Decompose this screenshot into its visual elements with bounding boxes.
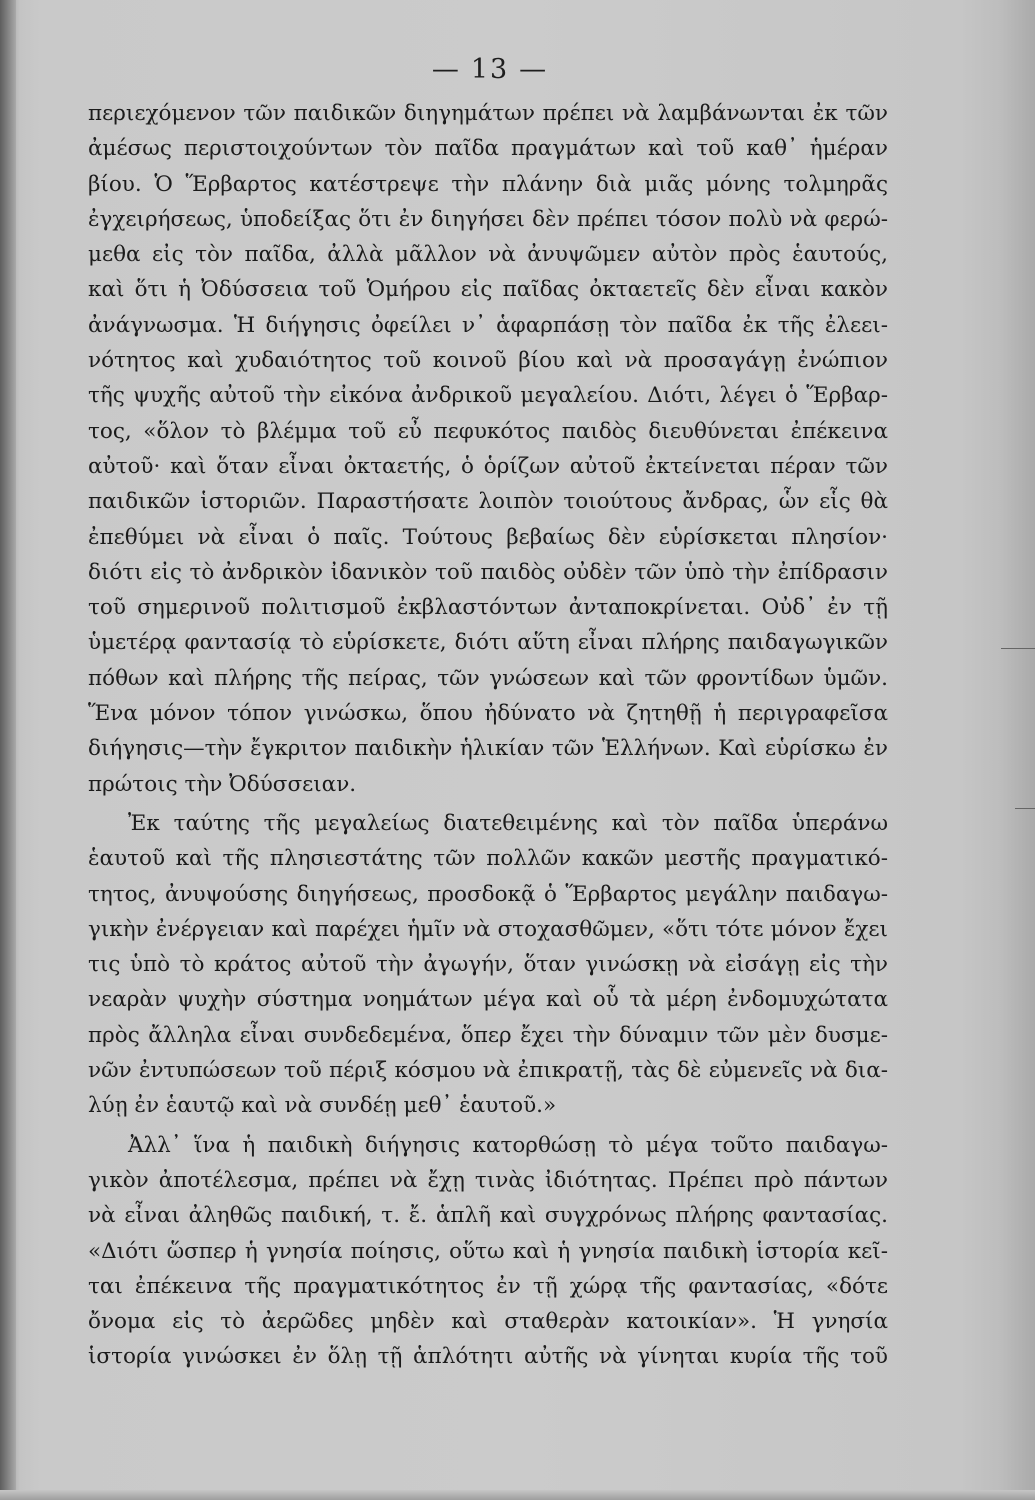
text-line: ἀμέσως περιστοιχούντων τὸν παῖδα πραγμάτων καὶ τοῦ καθ᾽ ἡμέραν <box>88 136 888 162</box>
text-line: τος, «ὅλον τὸ βλέμμα τοῦ εὖ πεφυκότος παιδὸς διευθύνεται ἐπέκεινα <box>88 418 888 444</box>
text-line: πρὸς ἄλληλα εἶναι συνδεδεμένα, ὅπερ ἔχει τὴν δύναμιν τῶν μὲν δυσμε- <box>88 1022 888 1048</box>
text-line: τοῦ σημερινοῦ πολιτισμοῦ ἐκβλαστόντων ἀνταποκρίνεται. Οὐδ᾽ ἐν τῇ <box>88 595 888 621</box>
text-line: διότι εἰς τὸ ἀνδρικὸν ἰδανικὸν τοῦ παιδὸς οὐδὲν τῶν ὑπὸ τὴν ἐπίδρασιν <box>88 559 888 585</box>
text-line: Ἕνα μόνον τόπον γινώσκω, ὅπου ἠδύνατο νὰ ζητηθῇ ἡ περιγραφεῖσα <box>88 701 888 727</box>
page-binding-edge <box>0 0 16 1500</box>
text-line: τις ὑπὸ τὸ κράτος αὐτοῦ τὴν ἀγωγήν, ὅταν γινώσκῃ νὰ εἰσάγῃ εἰς τὴν <box>88 952 888 978</box>
text-line: τῆς ψυχῆς αὐτοῦ τὴν εἰκόνα ἀνδρικοῦ μεγαλείου. Διότι, λέγει ὁ Ἕρβαρ- <box>88 383 888 409</box>
text-line: ἱστορία γινώσκει ἐν ὅλῃ τῇ ἁπλότητι αὐτῆς νὰ γίνηται κυρία τῆς τοῦ <box>88 1344 888 1370</box>
text-line: γικὴν ἐνέργειαν καὶ παρέχει ἡμῖν νὰ στοχασθῶμεν, «ὅτι τότε μόνον ἔχει <box>88 916 888 942</box>
paragraph-first-line: Ἐκ ταύτης τῆς μεγαλείως διατεθειμένης καὶ τὸν παῖδα ὑπεράνω <box>128 810 888 836</box>
page-number <box>0 54 980 85</box>
text-line: βίου. Ὁ Ἕρβαρτος κατέστρεψε τὴν πλάνην διὰ μιᾶς μόνης τολμηρᾶς <box>88 171 888 197</box>
text-line: ἑαυτοῦ καὶ τῆς πλησιεστάτης τῶν πολλῶν κακῶν μεστῆς πραγματικό- <box>88 846 888 872</box>
text-line: παιδικῶν ἱστοριῶν. Παραστήσατε λοιπὸν τοιούτους ἄνδρας, ὧν εἷς θὰ <box>88 489 888 515</box>
text-line: νότητος καὶ χυδαιότητος τοῦ κοινοῦ βίου καὶ νὰ προσαγάγῃ ἐνώπιον <box>88 348 888 374</box>
paragraph-end-line: πρώτοις τὴν Ὀδύσσειαν. <box>88 771 357 797</box>
text-line: ται ἐπέκεινα τῆς πραγματικότητος ἐν τῇ χώρᾳ τῆς φαντασίας, «δότε <box>88 1273 888 1299</box>
page-bottom-edge <box>0 1490 1035 1500</box>
body-text <box>88 96 888 1375</box>
text-line: ὄνομα εἰς τὸ ἀερῶδες μηδὲν καὶ σταθερὰν κατοικίαν». Ἡ γνησία <box>88 1309 888 1335</box>
page-number-value: 13 <box>470 54 510 85</box>
page-number-dash: — <box>431 54 461 85</box>
text-line: νεαρὰν ψυχὴν σύστημα νοημάτων μέγα καὶ οὗ τὰ μέρη ἐνδομυχώτατα <box>88 987 888 1013</box>
text-line: νὰ εἶναι ἀληθῶς παιδική, τ. ἔ. ἁπλῆ καὶ συγχρόνως πλήρης φαντασίας. <box>88 1203 888 1229</box>
text-line: μεθα εἰς τὸν παῖδα, ἀλλὰ μᾶλλον νὰ ἀνυψῶμεν αὐτὸν πρὸς ἑαυτούς, <box>88 242 888 268</box>
text-line: ὑμετέρᾳ φαντασίᾳ τὸ εὑρίσκετε, διότι αὕτη εἶναι πλήρης παιδαγωγικῶν <box>88 630 888 656</box>
page-number-dash: — <box>519 54 549 85</box>
margin-mark <box>1015 808 1035 809</box>
text-line: νῶν ἐντυπώσεων τοῦ πέριξ κόσμου νὰ ἐπικρατῇ, τὰς δὲ εὐμενεῖς νὰ δια- <box>88 1058 888 1084</box>
margin-mark <box>1001 648 1035 649</box>
text-line: «Διότι ὥσπερ ἡ γνησία ποίησις, οὕτω καὶ ἡ γνησία παιδικὴ ἱστορία κεῖ- <box>88 1238 888 1264</box>
text-line: τητος, ἀνυψούσης διηγήσεως, προσδοκᾷ ὁ Ἕρβαρτος μεγάλην παιδαγω- <box>88 881 888 907</box>
text-line: καὶ ὅτι ἡ Ὀδύσσεια τοῦ Ὁμήρου εἰς παῖδας ὀκταετεῖς δὲν εἶναι κακὸν <box>88 277 888 303</box>
text-line: ἐπεθύμει νὰ εἶναι ὁ παῖς. Τούτους βεβαίως δὲν εὑρίσκεται πλησίον· <box>88 524 888 550</box>
text-line: διήγησις—τὴν ἔγκριτον παιδικὴν ἡλικίαν τῶν Ἑλλήνων. Καὶ εὑρίσκω ἐν <box>88 736 888 762</box>
paragraph-first-line: Ἀλλ᾽ ἵνα ἡ παιδικὴ διήγησις κατορθώσῃ τὸ μέγα τοῦτο παιδαγω- <box>128 1132 888 1158</box>
text-line: περιεχόμενον τῶν παιδικῶν διηγημάτων πρέπει νὰ λαμβάνωνται ἐκ τῶν <box>88 101 888 126</box>
text-line: πόθων καὶ πλήρης τῆς πείρας, τῶν γνώσεων καὶ τῶν φροντίδων ὑμῶν. <box>88 665 888 691</box>
text-line: αὐτοῦ· καὶ ὅταν εἶναι ὀκταετής, ὁ ὁρίζων αὐτοῦ ἐκτείνεται πέραν τῶν <box>88 453 888 479</box>
text-line: ἐγχειρήσεως, ὑποδείξας ὅτι ἐν διηγήσει δὲν πρέπει τόσον πολὺ νὰ φερώ- <box>88 206 888 232</box>
text-line: γικὸν ἀποτέλεσμα, πρέπει νὰ ἔχῃ τινὰς ἰδιότητας. Πρέπει πρὸ πάντων <box>88 1167 888 1193</box>
paragraph-end-line: λύῃ ἐν ἑαυτῷ καὶ νὰ συνδέῃ μεθ᾽ ἑαυτοῦ.» <box>88 1093 557 1119</box>
text-line: ἀνάγνωσμα. Ἡ διήγησις ὀφείλει ν᾽ ἁφαρπάσῃ τὸν παῖδα ἐκ τῆς ἐλεει- <box>88 312 888 338</box>
